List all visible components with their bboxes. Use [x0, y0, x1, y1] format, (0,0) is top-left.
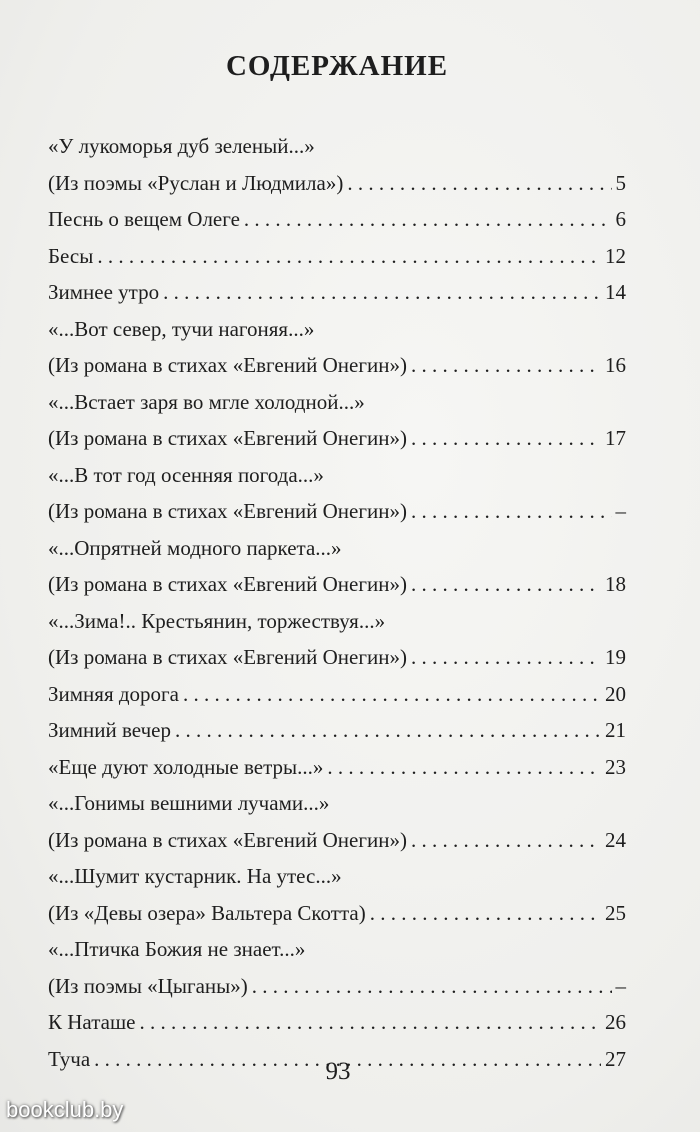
toc-entry-page: 5	[615, 170, 626, 195]
dot-leader	[411, 424, 601, 452]
toc-entry	[48, 899, 626, 927]
toc-entry	[48, 753, 626, 781]
toc-entry-title: «...Вот север, тучи нагоняя...»	[48, 316, 315, 341]
dot-leader	[411, 826, 601, 854]
watermark-logo: bookclub.by	[6, 1097, 124, 1122]
toc-entry-title: «Еще дуют холодные ветры...»	[48, 754, 324, 779]
dot-leader	[139, 1008, 601, 1036]
toc-entry-title: (Из романа в стихах «Евгений Онегин»)	[48, 645, 407, 669]
toc-entry-title: Песнь о вещем Олеге	[48, 207, 240, 231]
dot-leader	[411, 643, 601, 671]
toc-entry-title: (Из поэмы «Цыганы»)	[48, 973, 248, 998]
toc-entry-page: 20	[605, 681, 626, 706]
toc-entry-page: 25	[605, 900, 626, 925]
toc-entry	[48, 570, 626, 598]
dot-leader	[175, 716, 601, 744]
toc-entry-page: 12	[605, 243, 626, 268]
toc-entry	[48, 242, 626, 270]
toc-entry-title: «...Гонимы вешними лучами...»	[48, 791, 330, 815]
toc-entry-title: Туча	[48, 1046, 91, 1071]
toc-entry	[48, 716, 626, 744]
toc-entry-page: 24	[605, 827, 626, 852]
dot-leader	[347, 169, 611, 197]
toc-entry-page: 16	[605, 353, 626, 377]
toc-entry-title: «У лукоморья дуб зеленый...»	[48, 134, 315, 158]
toc-entry-title: «...Встает заря во мгле холодной...»	[48, 389, 365, 414]
toc-entry-title: (Из романа в стихах «Евгений Онегин»)	[48, 499, 407, 523]
dot-leader	[411, 570, 601, 598]
dot-leader	[370, 899, 601, 927]
dot-leader	[163, 278, 601, 306]
toc-entry-title: (Из романа в стихах «Евгений Онегин»)	[48, 827, 407, 852]
toc-entry-page: 18	[605, 572, 626, 596]
toc-entry-title: (Из «Девы озера» Вальтера Скотта)	[48, 900, 366, 925]
toc-entry-page: 17	[605, 426, 626, 450]
toc-entry-title: (Из романа в стихах «Евгений Онегин»)	[48, 353, 407, 377]
toc-entry-title: К Наташе	[48, 1010, 136, 1034]
toc-entry	[48, 643, 626, 671]
page-title: СОДЕРЖАНИЕ	[225, 50, 449, 82]
toc-entry-page: 27	[605, 1046, 626, 1071]
toc-entry	[48, 169, 626, 197]
toc-entry	[48, 972, 626, 1000]
toc-entry-title: (Из романа в стихах «Евгений Онегин»)	[48, 572, 407, 596]
toc-entry	[48, 680, 626, 708]
toc-entry-title: «...Шумит кустарник. На утес...»	[48, 864, 342, 888]
dot-leader	[252, 972, 612, 1000]
toc-entry-page: –	[615, 499, 626, 523]
toc-entry-page: 23	[605, 754, 626, 779]
toc-entry-page: 14	[605, 280, 626, 304]
toc-entry-title: (Из романа в стихах «Евгений Онегин»)	[48, 426, 407, 450]
toc-entry-title: «...В тот год осенняя погода...»	[48, 462, 324, 487]
toc-entry-title: Зимнее утро	[48, 280, 160, 304]
toc-entry	[48, 497, 626, 525]
toc-entry-page: 19	[605, 645, 626, 669]
dot-leader	[327, 753, 601, 781]
toc-entry	[48, 278, 626, 306]
page-number: 93	[325, 1058, 351, 1085]
toc-entry	[48, 424, 626, 452]
toc-entry	[48, 351, 626, 379]
toc-entry	[48, 1008, 626, 1036]
toc-entry-title: Зимний вечер	[48, 718, 171, 742]
toc-entry-page: –	[615, 973, 626, 998]
dot-leader	[411, 497, 612, 525]
dot-leader	[411, 351, 601, 379]
toc-entry-title: «...Птичка Божия не знает...»	[48, 937, 306, 961]
toc-entry-title: «...Опрятней модного паркета...»	[48, 535, 342, 560]
toc-entry-title: Зимняя дорога	[48, 681, 179, 706]
dot-leader	[244, 205, 612, 233]
toc-entry-title: (Из поэмы «Руслан и Людмила»)	[48, 170, 344, 195]
toc-entry-page: 21	[605, 718, 626, 742]
toc-entry	[48, 826, 626, 854]
dot-leader	[183, 680, 601, 708]
toc-entry-title: Бесы	[48, 243, 94, 268]
toc-entry-title: «...Зима!.. Крестьянин, торжествуя...»	[48, 608, 386, 633]
toc-entry	[48, 205, 626, 233]
dot-leader	[97, 242, 601, 270]
toc-entry-page: 26	[605, 1010, 626, 1034]
toc-entry-page: 6	[615, 207, 626, 231]
